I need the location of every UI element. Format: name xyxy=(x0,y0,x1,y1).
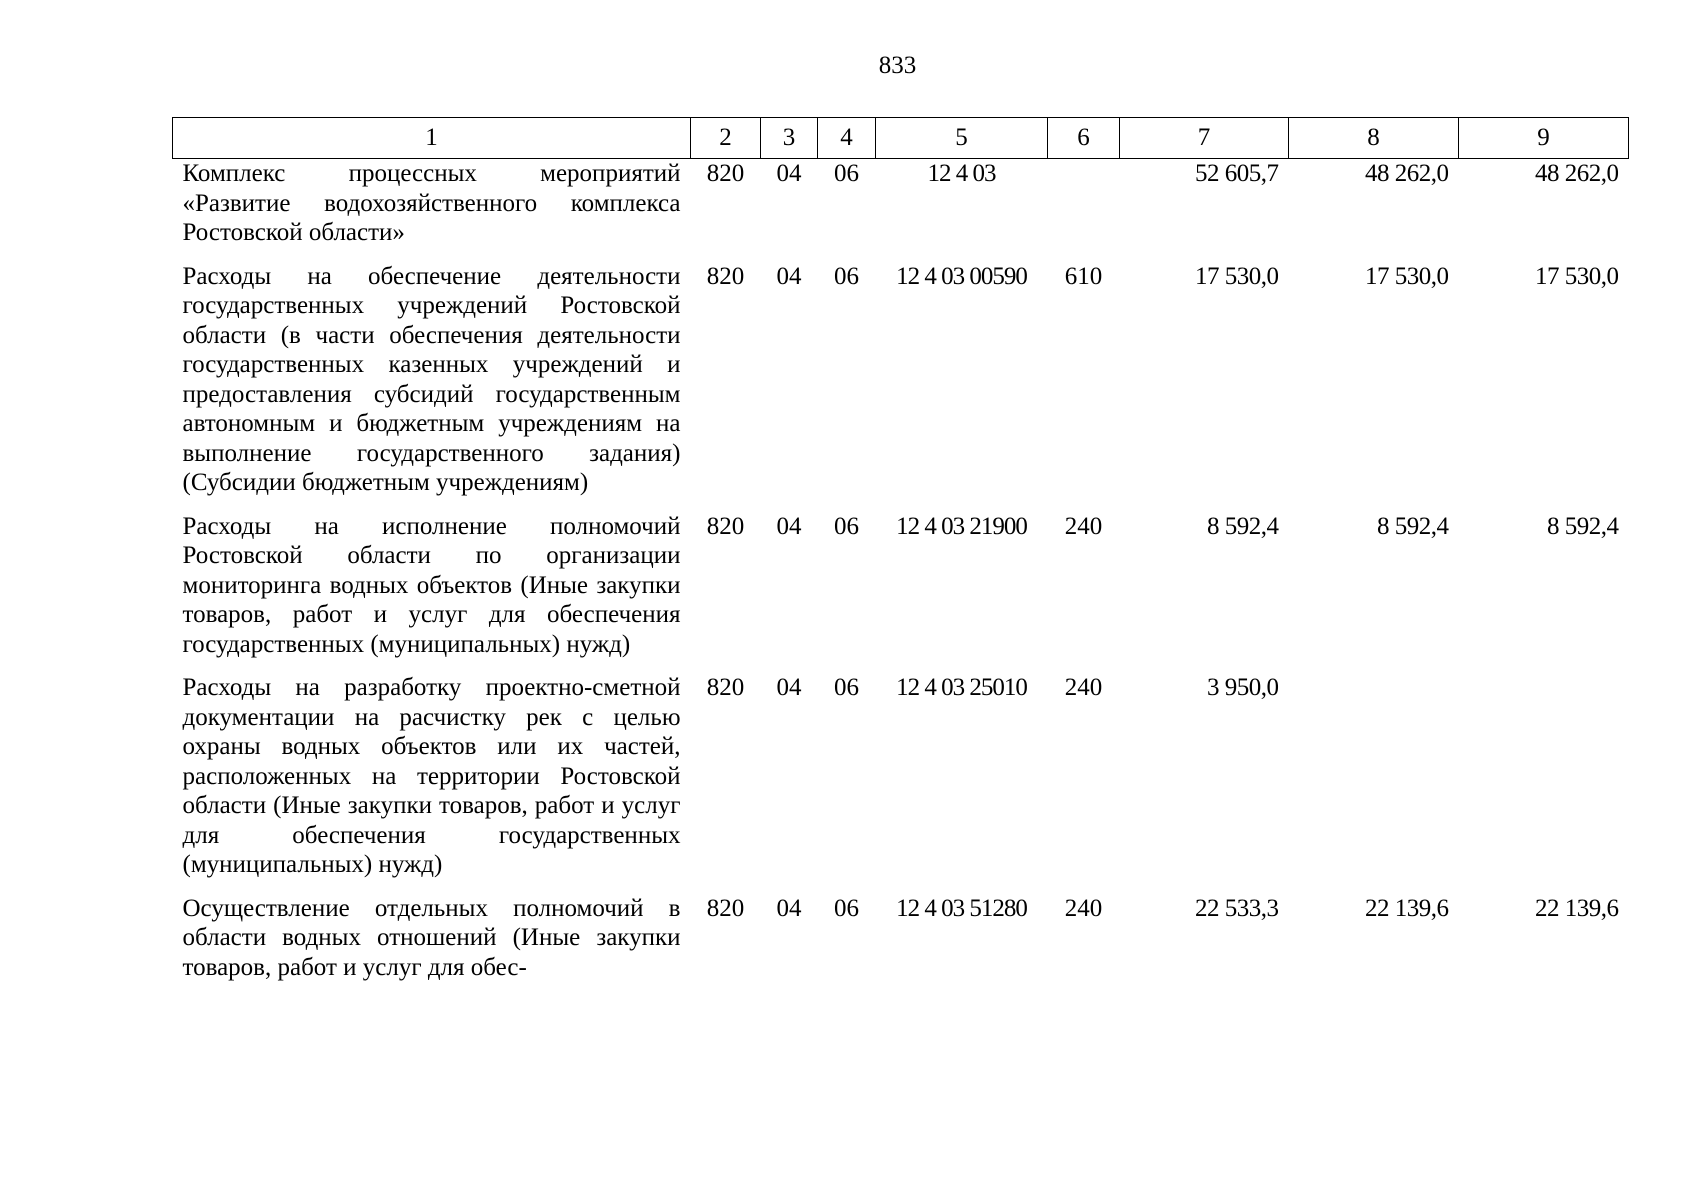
cell-expense-type xyxy=(1048,159,1120,262)
cell-amount-7: 17 530,0 xyxy=(1195,262,1279,290)
cell-target-article: 12 4 03 51280 xyxy=(896,894,1027,922)
page-number: 833 xyxy=(878,52,917,79)
column-header-1: 1 xyxy=(173,118,691,159)
cell-amount-7: 3 950,0 xyxy=(1207,674,1279,701)
cell-amount-8: 48 262,0 xyxy=(1365,160,1449,187)
budget-table xyxy=(172,117,1629,996)
cell-ministry: 820 xyxy=(706,894,745,922)
cell-section: 04 xyxy=(776,160,802,187)
row-description: Расходы на разработку проектно-сметной документации на расчистку рек с целью охраны водных объектов или их частей, расположенных на территории Ростовской области (Иные закупки товаров, работ и услуг для обеспечения государственных (муниципальных) нужд) xyxy=(182,674,681,878)
header-row xyxy=(173,118,1629,159)
cell-ministry: 820 xyxy=(706,160,745,187)
cell-subsection: 06 xyxy=(834,894,859,922)
row-description: Осуществление отдельных полномочий в области водных отношений (Иные закупки товаров, работ и услуг для обес- xyxy=(182,894,681,981)
table-row xyxy=(173,894,1629,997)
cell-expense-type: 240 xyxy=(1064,674,1103,701)
cell-subsection: 06 xyxy=(834,160,859,187)
cell-ministry: 820 xyxy=(706,262,745,290)
cell-subsection: 06 xyxy=(834,512,859,540)
cell-amount-8: 8 592,4 xyxy=(1377,512,1449,540)
cell-amount-8: 22 139,6 xyxy=(1365,894,1449,922)
cell-subsection: 06 xyxy=(834,674,859,701)
cell-amount-8: 17 530,0 xyxy=(1365,262,1449,290)
cell-section: 04 xyxy=(776,512,802,540)
cell-ministry: 820 xyxy=(706,674,745,701)
cell-expense-type: 240 xyxy=(1064,894,1103,922)
cell-amount-9: 48 262,0 xyxy=(1535,160,1619,187)
table-body xyxy=(173,159,1629,997)
cell-amount-7: 22 533,3 xyxy=(1195,894,1279,922)
cell-target-article: 12 4 03 xyxy=(927,160,996,187)
cell-target-article: 12 4 03 25010 xyxy=(896,674,1027,701)
row-description: Комплекс процессных мероприятий «Развитие водохозяйственного комплекса Ростовской области» xyxy=(182,160,681,246)
cell-amount-9: 22 139,6 xyxy=(1535,894,1619,922)
column-header-3: 3 xyxy=(761,118,818,159)
cell-expense-type: 240 xyxy=(1064,512,1103,540)
table-row xyxy=(173,512,1629,674)
column-header-9: 9 xyxy=(1459,118,1629,159)
cell-section: 04 xyxy=(776,674,802,701)
cell-amount-9 xyxy=(1459,673,1629,894)
column-header-2: 2 xyxy=(691,118,761,159)
cell-subsection: 06 xyxy=(834,262,859,290)
row-description: Расходы на обеспечение деятельности государственных учреждений Ростовской области (в части обеспечения деятельности государственных казенных учреждений и предоставления субсидий государственным автономным и бюджетным учреждениям на выполнение государственного задания) (Субсидии бюджетным учреждениям) xyxy=(182,262,681,496)
column-header-5: 5 xyxy=(876,118,1048,159)
cell-amount-8 xyxy=(1289,673,1459,894)
cell-target-article: 12 4 03 00590 xyxy=(896,262,1027,290)
row-description: Расходы на исполнение полномочий Ростовской области по организации мониторинга водных объектов (Иные закупки товаров, работ и услуг для обеспечения государственных (муниципальных) нужд) xyxy=(182,512,681,658)
cell-expense-type: 610 xyxy=(1064,262,1103,290)
cell-amount-9: 17 530,0 xyxy=(1535,262,1619,290)
cell-section: 04 xyxy=(776,894,802,922)
column-header-8: 8 xyxy=(1289,118,1459,159)
column-header-7: 7 xyxy=(1120,118,1289,159)
table-row xyxy=(173,262,1629,512)
cell-target-article: 12 4 03 21900 xyxy=(896,512,1027,540)
column-header-4: 4 xyxy=(818,118,876,159)
column-header-6: 6 xyxy=(1048,118,1120,159)
cell-section: 04 xyxy=(776,262,802,290)
cell-amount-7: 8 592,4 xyxy=(1207,512,1279,540)
table-row xyxy=(173,159,1629,262)
cell-amount-7: 52 605,7 xyxy=(1195,160,1279,187)
cell-ministry: 820 xyxy=(706,512,745,540)
table-header xyxy=(173,118,1629,159)
cell-amount-9: 8 592,4 xyxy=(1547,512,1619,540)
table-row xyxy=(173,673,1629,894)
